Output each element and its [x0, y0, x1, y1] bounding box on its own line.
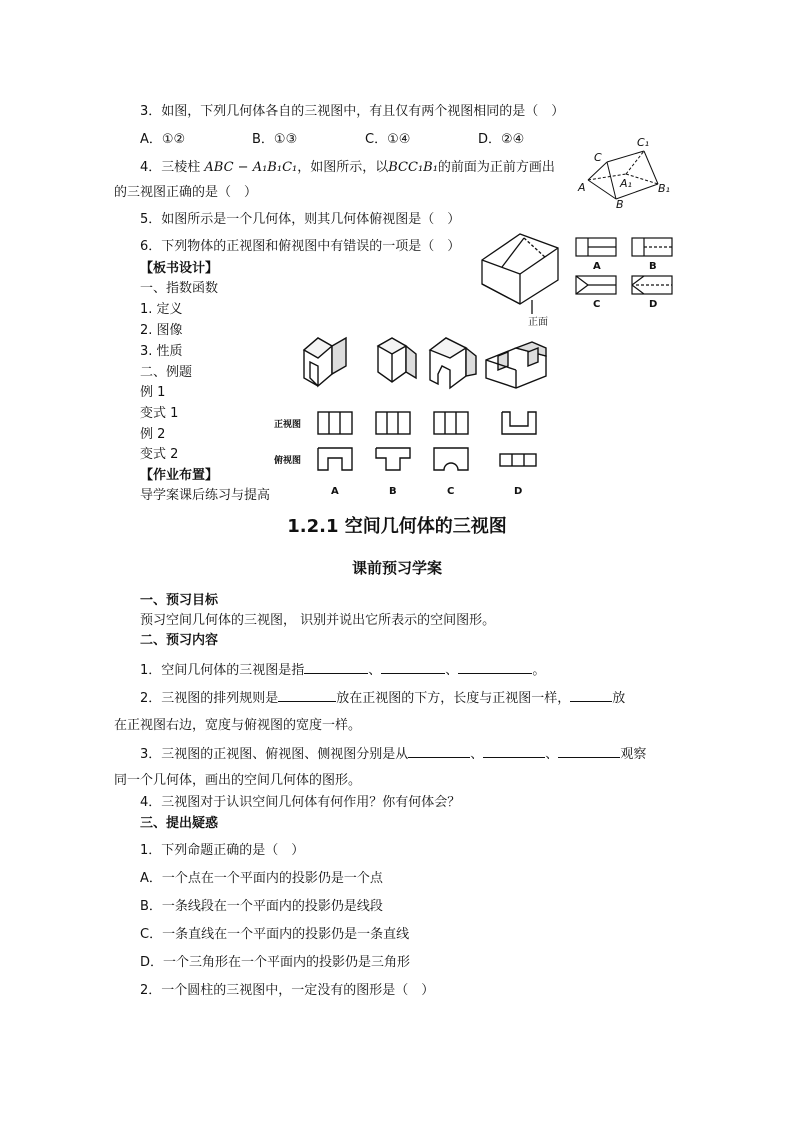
- q3-option-d: D．②④: [478, 132, 525, 147]
- board-item: 例 1: [140, 385, 166, 400]
- q4-face-name: BCC₁B₁: [388, 160, 438, 175]
- answer-blank: [381, 661, 445, 674]
- top-view-b: [376, 448, 410, 470]
- prism-label: C: [594, 151, 602, 164]
- prism-label: A: [578, 181, 586, 194]
- doubt-question-1: 1．下列命题正确的是（ ）: [140, 843, 305, 858]
- board-item: 1. 定义: [140, 302, 183, 317]
- preview-item-2: [140, 689, 625, 708]
- solid-edge: [502, 238, 524, 267]
- text: 、: [368, 663, 382, 678]
- text: 放在正视图的下方，长度与正视图一样，: [336, 691, 571, 706]
- solid-hidden-edge: [524, 238, 546, 258]
- answer-blank: [570, 689, 612, 702]
- homework-heading: 【作业布置】: [140, 468, 219, 483]
- goal-text: 预习空间几何体的三视图， 识别并说出它所表示的空间图形。: [140, 613, 496, 628]
- prism-label: B₁: [658, 182, 670, 195]
- solid-a: [304, 338, 346, 386]
- q4-prefix: 4．三棱柱: [140, 160, 201, 175]
- solid-d: [486, 342, 546, 388]
- front-view-c: [434, 412, 468, 434]
- answer-blank: [483, 745, 545, 758]
- view-line: [632, 276, 644, 285]
- section-heading-content: 二、预习内容: [140, 633, 219, 648]
- view-line: [576, 276, 588, 285]
- preview-item-4: 4．三视图对于认识空间几何体有何作用？你有何体会？: [140, 795, 461, 810]
- front-view-d: [502, 412, 536, 434]
- q5-option-label: C: [593, 299, 601, 310]
- q3-option-a: A．①②: [140, 132, 186, 147]
- q3-option-c: C．①④: [365, 132, 411, 147]
- preview-item-1: [140, 661, 545, 680]
- question-3: 3．如图，下列几何体各自的三视图中，有且仅有两个视图相同的是（ ）: [140, 104, 565, 119]
- board-item: 例 2: [140, 427, 166, 442]
- board-item: 变式 2: [140, 447, 179, 462]
- prism-label: C₁: [637, 136, 650, 149]
- board-item: 二、例题: [140, 365, 193, 380]
- lesson-title: 1.2.1 空间几何体的三视图: [287, 516, 507, 537]
- board-item: 2. 图像: [140, 323, 183, 338]
- answer-blank: [278, 689, 336, 702]
- q4-prism-name: ABC − A₁B₁C₁: [204, 160, 298, 175]
- answer-blank: [408, 745, 470, 758]
- solid-edge: [482, 260, 520, 274]
- top-view-a: [318, 448, 352, 470]
- text: 观察: [620, 747, 647, 762]
- answer-blank: [304, 661, 368, 674]
- q6-option-label: C: [447, 486, 455, 497]
- section-heading-doubts: 三、提出疑惑: [140, 816, 219, 831]
- preview-item-3: [140, 745, 646, 764]
- board-item: 3. 性质: [140, 344, 183, 359]
- q5-option-label: B: [649, 261, 657, 272]
- q6-row-label: 正视图: [274, 420, 302, 430]
- board-item: 一、指数函数: [140, 281, 219, 296]
- view-line: [576, 285, 588, 294]
- text: 3．三视图的正视图、俯视图、侧视图分别是从: [140, 747, 409, 762]
- prism-label: B: [616, 198, 624, 211]
- prism-label: A₁: [620, 177, 632, 190]
- prism-hidden-edge: [626, 151, 644, 174]
- doubt-question-2: 2．一个圆柱的三视图中，一定没有的图形是（ ）: [140, 983, 435, 998]
- board-design-heading: 【板书设计】: [140, 261, 219, 276]
- prism-edge: [607, 151, 644, 162]
- view-line: [632, 285, 644, 294]
- text: 。: [532, 663, 546, 678]
- preview-item-2-line2: 在正视图右边，宽度与俯视图的宽度一样。: [114, 718, 362, 733]
- answer-blank: [458, 661, 532, 674]
- triangular-prism-figure: [576, 136, 676, 210]
- q6-option-label: B: [389, 486, 397, 497]
- question-4-line2: 的三视图正确的是（ ）: [114, 185, 258, 200]
- q5-options-figure: [572, 232, 682, 314]
- q5-option-label: D: [649, 299, 658, 310]
- prism-edge: [644, 151, 658, 184]
- question-4: [140, 159, 555, 177]
- q4-middle: ，如图所示，以: [297, 160, 389, 175]
- top-view-d: [500, 454, 536, 466]
- q5-solid-figure: [472, 222, 568, 330]
- text: 放: [612, 691, 626, 706]
- text: 1．空间几何体的三视图是指: [140, 663, 305, 678]
- top-view-c: [434, 448, 468, 470]
- question-5: 5．如图所示是一个几何体，则其几何体俯视图是（ ）: [140, 212, 461, 227]
- doubt-option-d: D．一个三角形在一个平面内的投影仍是三角形: [140, 955, 411, 970]
- q6-option-label: A: [331, 486, 339, 497]
- text: 2．三视图的排列规则是: [140, 691, 279, 706]
- preview-item-3-line2: 同一个几何体，画出的空间几何体的图形。: [114, 773, 362, 788]
- q6-figure: [270, 326, 560, 498]
- q3-option-b: B．①③: [252, 132, 298, 147]
- q6-option-label: D: [514, 486, 523, 497]
- doubt-option-b: B．一条线段在一个平面内的投影仍是线段: [140, 899, 383, 914]
- q4-suffix: 的前面为正前方画出: [437, 160, 555, 175]
- front-view-b: [376, 412, 410, 434]
- text: 、: [470, 747, 484, 762]
- text: 、: [545, 747, 559, 762]
- front-view-a: [318, 412, 352, 434]
- doubt-option-c: C．一条直线在一个平面内的投影仍是一条直线: [140, 927, 410, 942]
- lesson-subtitle: 课前预习学案: [351, 559, 442, 577]
- front-label: 正面: [528, 317, 548, 328]
- question-6: 6．下列物体的正视图和俯视图中有错误的一项是（ ）: [140, 239, 461, 254]
- q6-row-label: 俯视图: [274, 456, 302, 466]
- solid-c: [430, 338, 476, 388]
- solid-edge: [482, 284, 520, 304]
- homework-text: 导学案课后练习与提高: [140, 488, 271, 503]
- text: 、: [445, 663, 459, 678]
- board-item: 变式 1: [140, 406, 179, 421]
- section-heading-goal: 一、预习目标: [140, 593, 219, 608]
- doubt-option-a: A．一个点在一个平面内的投影仍是一个点: [140, 871, 383, 886]
- q5-option-label: A: [593, 261, 601, 272]
- solid-b: [378, 338, 416, 382]
- answer-blank: [558, 745, 620, 758]
